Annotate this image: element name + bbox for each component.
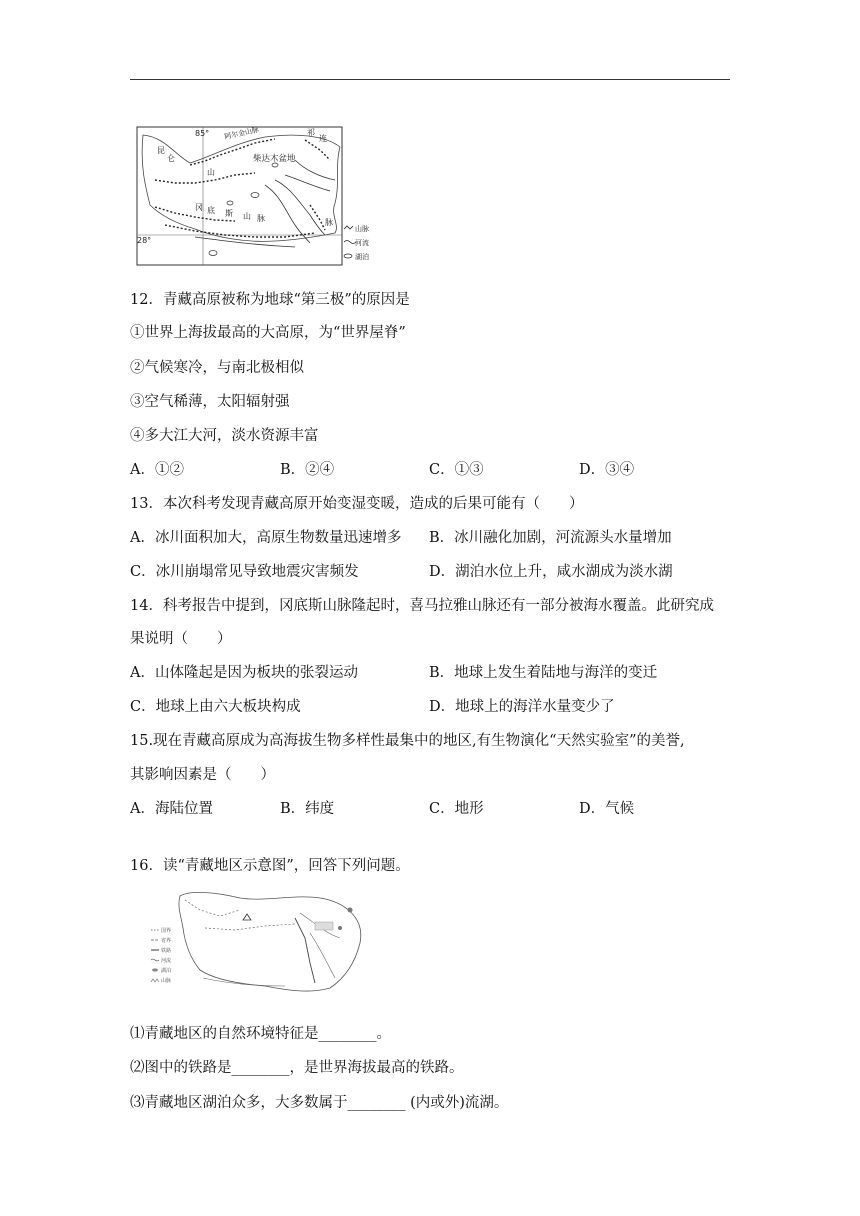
gangdise-label-2: 底 [207,206,215,215]
q16-stem: 16．读“青藏地区示意图”，回答下列问题。 [130,858,410,874]
q15-option-a[interactable]: A．海陆位置 [130,801,213,817]
q14-option-b[interactable]: B．地球上发生着陆地与海洋的变迁 [429,665,658,681]
q12-option-a[interactable]: A．①② [130,462,184,478]
qilian-label-2: 连 [319,134,327,143]
q12-option-d[interactable]: D．③④ [579,462,635,478]
q16-part-2: ⑵图中的铁路是________，是世界海拔最高的铁路。 [130,1060,464,1076]
lon-85-label: 85° [195,129,210,138]
gangdise-label-1: 冈 [195,203,203,212]
qaidam-basin-label: 柴达木盆地 [253,154,296,164]
qilian-label-1: 祁 [307,128,315,137]
q15-option-c[interactable]: C．地形 [429,801,484,817]
map2-legend-railway: 铁路 [161,948,172,954]
map2-legend-lake: 湖泊 [161,968,172,974]
q14-stem-line-1: 14．科考报告中提到，冈底斯山脉隆起时，喜马拉雅山脉还有一部分被海水覆盖。此研究成 [130,598,714,614]
legend-mountain: 山脉 [355,225,369,233]
q13-stem: 13．本次科考发现青藏高原开始变湿变暖，造成的后果可能有（ ） [130,496,584,512]
legend-lake: 湖泊 [355,253,369,261]
q12-item-4: ④多大江大河，淡水资源丰富 [130,428,319,444]
q14-option-c[interactable]: C．地球上由六大板块构成 [130,699,301,715]
q12-item-1: ①世界上海拔最高的大高原，为“世界屋脊” [130,325,406,341]
gangdise-label-5: 脉 [257,214,265,223]
q12-option-b[interactable]: B．②④ [280,462,335,478]
map1-legend [344,224,369,261]
q14-option-d[interactable]: D．地球上的海洋水量变少了 [429,699,615,715]
q15-option-d[interactable]: D．气候 [579,801,635,817]
altun-mountains-label: 阿尔金山脉 [223,125,260,141]
q13-option-a[interactable]: A．冰川面积加大，高原生物数量迅速增多 [130,530,402,546]
q12-stem: 12．青藏高原被称为地球“第三极”的原因是 [130,292,410,308]
kunlun-label-1: 昆 [157,146,165,155]
q14-stem-line-2: 果说明（ ） [130,631,232,647]
q16-part-3: ⑶青藏地区湖泊众多，大多数属于________ (内或外)流湖。 [130,1095,509,1111]
header-rule [130,79,730,80]
map2-legend-mountain: 山脉 [161,978,172,984]
q12-item-2: ②气候寒冷，与南北极相似 [130,360,304,376]
q16-part-1: ⑴青藏地区的自然环境特征是________。 [130,1026,391,1042]
qinghai-tibet-region-map [145,888,373,998]
q12-option-c[interactable]: C．①③ [429,462,484,478]
map2-legend-river: 河流 [161,958,172,964]
q14-option-a[interactable]: A．山体隆起是因为板块的张裂运动 [130,665,358,681]
map2-legend [151,927,171,984]
map2-legend-border: 国界 [161,928,172,934]
map2-legend-province: 省界 [161,938,172,944]
kunlun-label-3: 山 [207,168,215,177]
q13-option-b[interactable]: B．冰川融化加剧，河流源头水量增加 [429,530,672,546]
q15-stem-line-1: 15.现在青藏高原成为高海拔生物多样性最集中的地区,有生物演化“天然实验室”的美誉, [130,733,685,749]
gangdise-label-4: 山 [243,212,251,221]
tibet-terrain-map [135,125,367,270]
legend-river: 河流 [355,239,369,247]
q13-option-c[interactable]: C．冰川崩塌常见导致地震灾害频发 [130,564,359,580]
q12-item-3: ③空气稀薄，太阳辐射强 [130,394,290,410]
q15-stem-line-2: 其影响因素是（ ） [130,767,275,783]
q15-option-b[interactable]: B．纬度 [280,801,335,817]
q13-option-d[interactable]: D．湖泊水位上升，咸水湖成为淡水湖 [429,564,673,580]
gangdise-label-3: 斯 [225,209,233,218]
kunlun-label-2: 仑 [167,154,175,163]
lat-28-label: 28° [137,236,152,245]
hengduan-label: 脉 [325,218,333,227]
